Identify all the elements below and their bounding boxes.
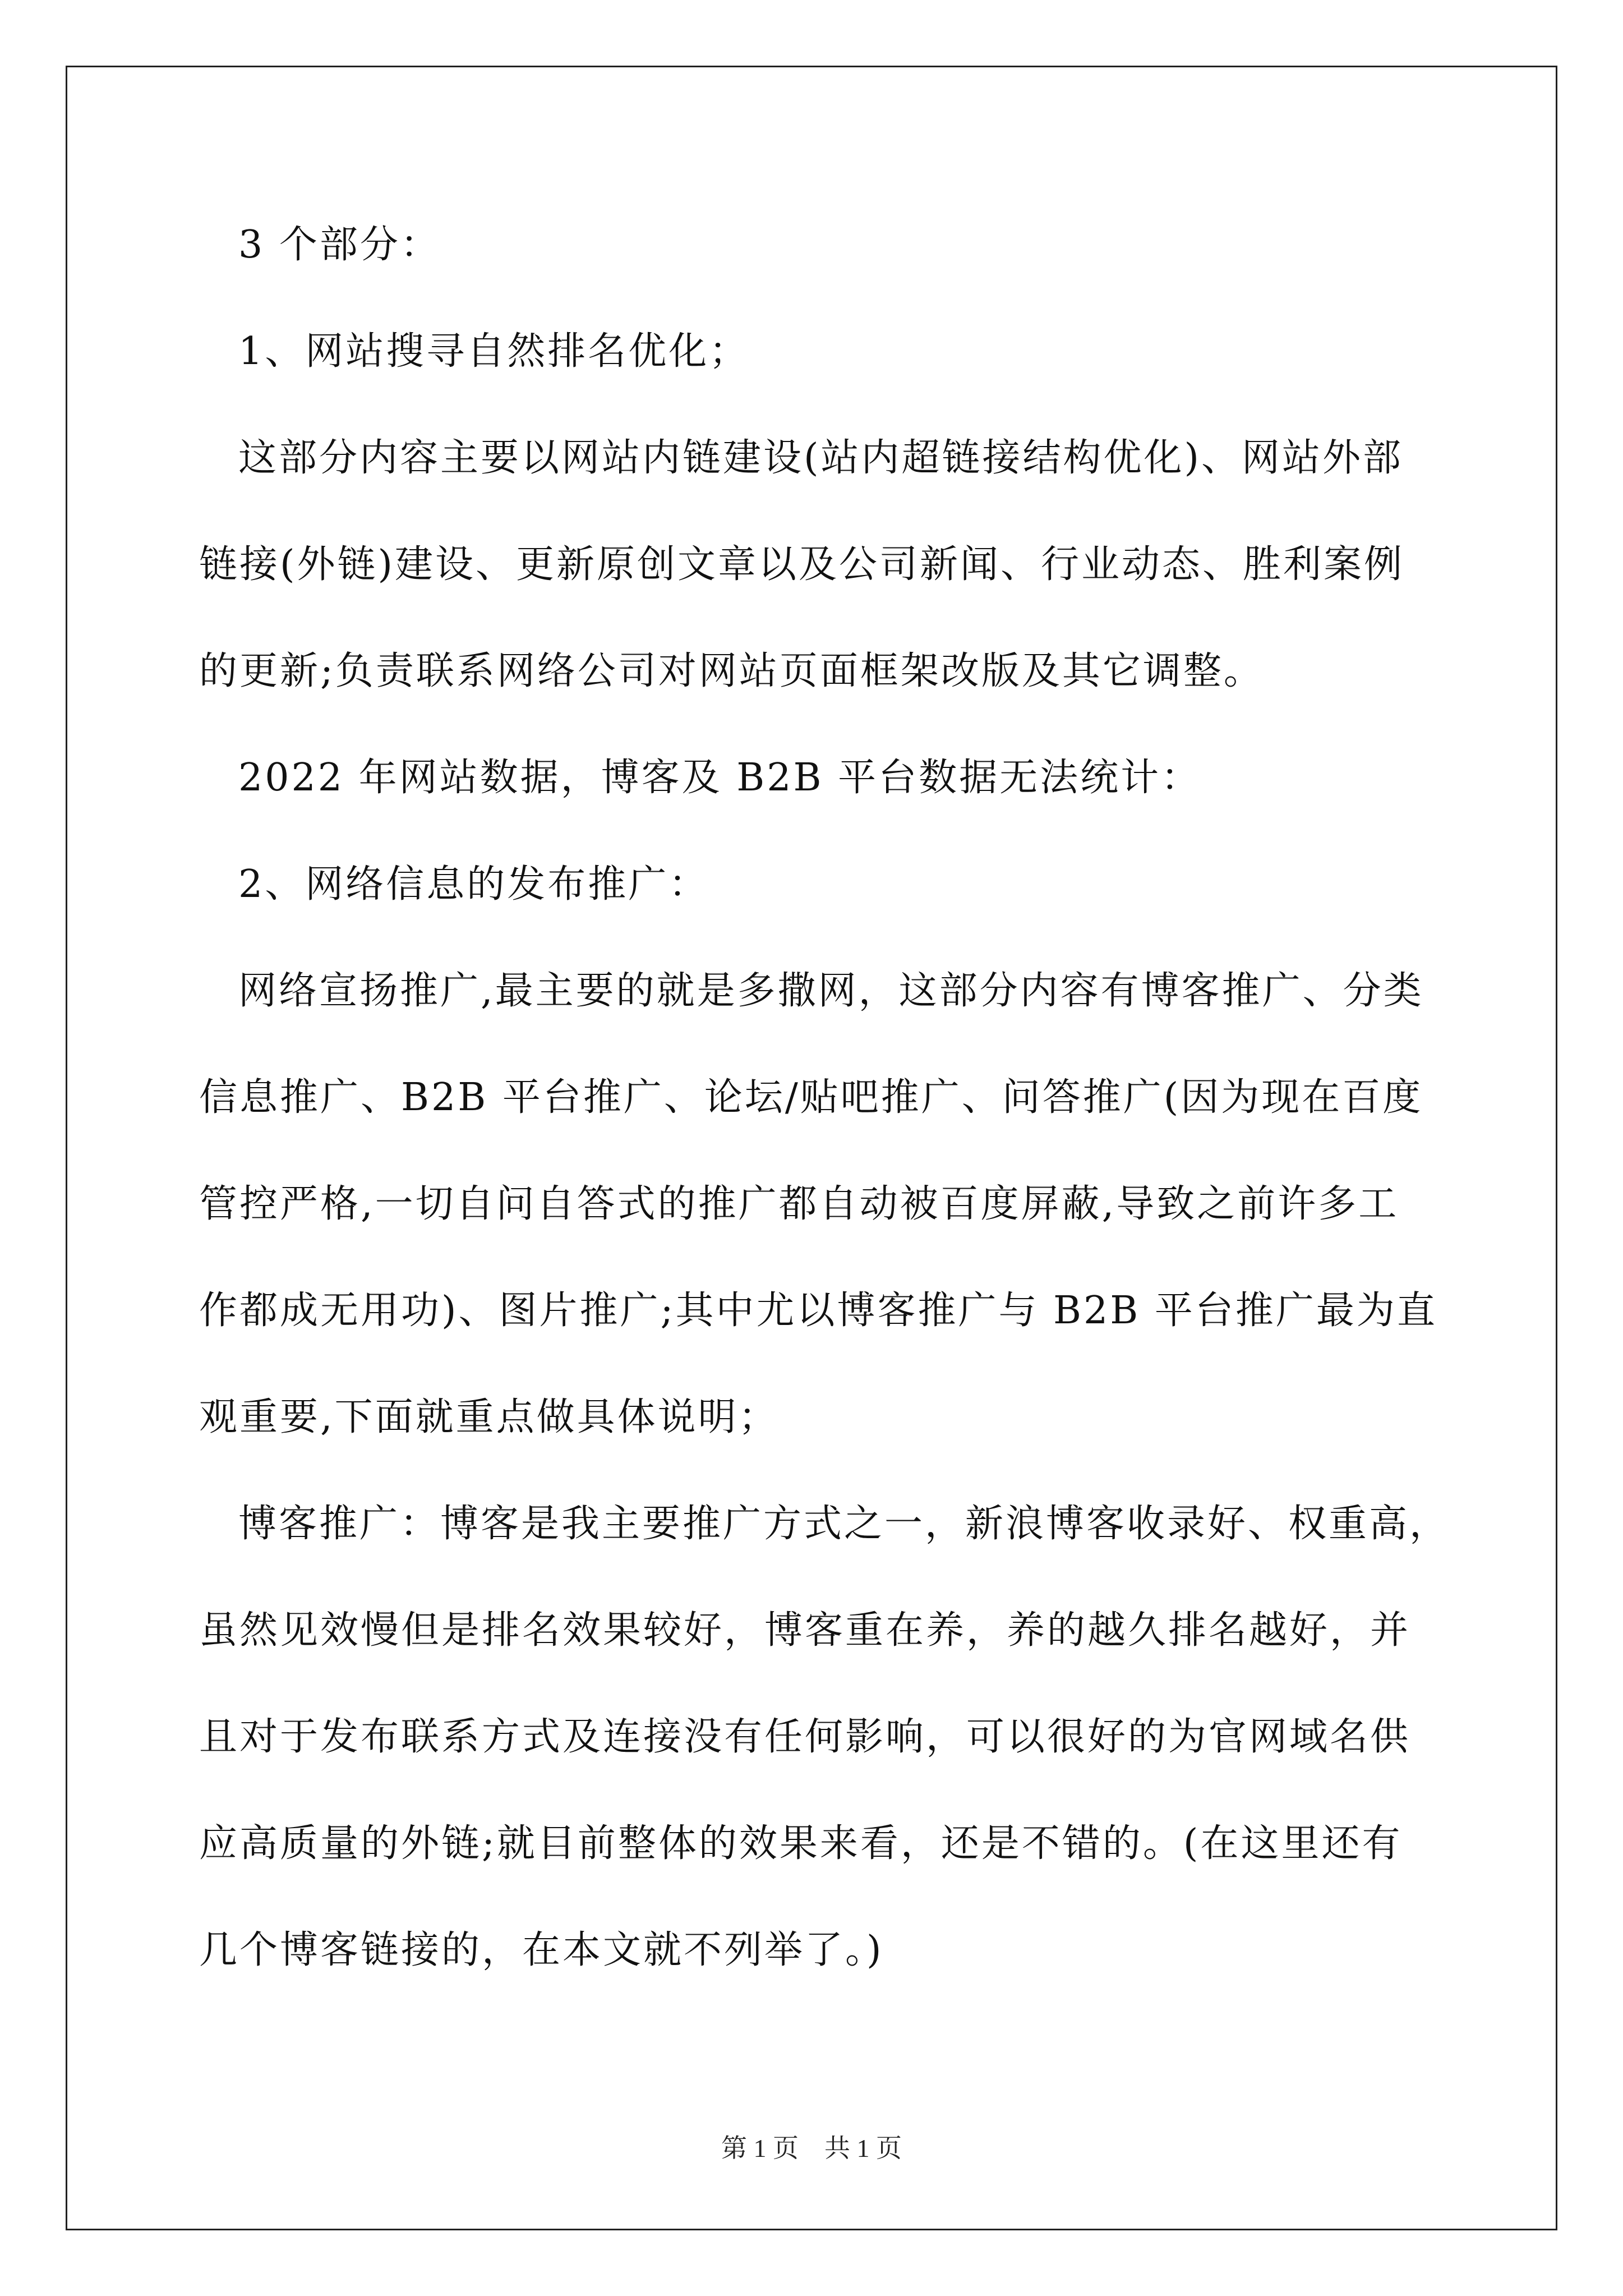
text-line: 链接(外链)建设、更新原创文章以及公司新闻、行业动态、胜利案例	[199, 542, 1405, 587]
text-line: 1、网站搜寻自然排名优化；	[238, 329, 750, 374]
paragraph-data-2022	[199, 752, 1433, 804]
text-line: 信息推广、B2B 平台推广、论坛/贴吧推广、问答推广(因为现在百度	[199, 1075, 1423, 1120]
text-line: 这部分内容主要以网站内链建设(站内超链接结构优化)、网站外部	[238, 436, 1404, 480]
page-footer	[0, 2132, 1623, 2165]
text-line: 且对于发布联系方式及连接没有任何影响，可以很好的为官网域名供	[199, 1715, 1411, 1759]
paragraph-sections-intro	[199, 219, 1433, 272]
paragraph-promotion-content	[199, 965, 1437, 1444]
paragraph-blog-promotion	[199, 1498, 1450, 1977]
paragraph-seo-content	[199, 432, 1433, 698]
text-line: 网络宣扬推广,最主要的就是多撒网，这部分内容有博客推广、分类	[238, 969, 1424, 1013]
paragraph-heading-publishing	[199, 858, 1433, 911]
paragraph-heading-seo	[199, 325, 1433, 378]
text-line: 虽然见效慢但是排名效果较好，博客重在养，养的越久排名越好，并	[199, 1608, 1411, 1653]
text-line: 2、网络信息的发布推广：	[238, 862, 709, 907]
text-line: 作都成无用功)、图片推广;其中尤以博客推广与 B2B 平台推广最为直	[199, 1289, 1437, 1333]
text-line: 几个博客链接的，在本文就不列举了。)	[199, 1928, 884, 1972]
text-line: 观重要,下面就重点做具体说明；	[199, 1395, 779, 1439]
text-line: 的更新;负责联系网络公司对网站页面框架改版及其它调整。	[199, 649, 1264, 693]
page-number: 第 1 页 共 1 页	[721, 2134, 902, 2162]
text-line: 3 个部分：	[238, 223, 441, 267]
text-line: 2022 年网站数据，博客及 B2B 平台数据无法统计：	[238, 756, 1202, 800]
document-body	[199, 219, 1450, 1977]
text-line: 管控严格,一切自问自答式的推广都自动被百度屏蔽,导致之前许多工	[199, 1182, 1399, 1226]
text-line: 博客推广：博客是我主要推广方式之一，新浪博客收录好、权重高，	[238, 1502, 1450, 1546]
text-line: 应高质量的外链;就目前整体的效果来看，还是不错的。(在这里还有	[199, 1821, 1403, 1866]
